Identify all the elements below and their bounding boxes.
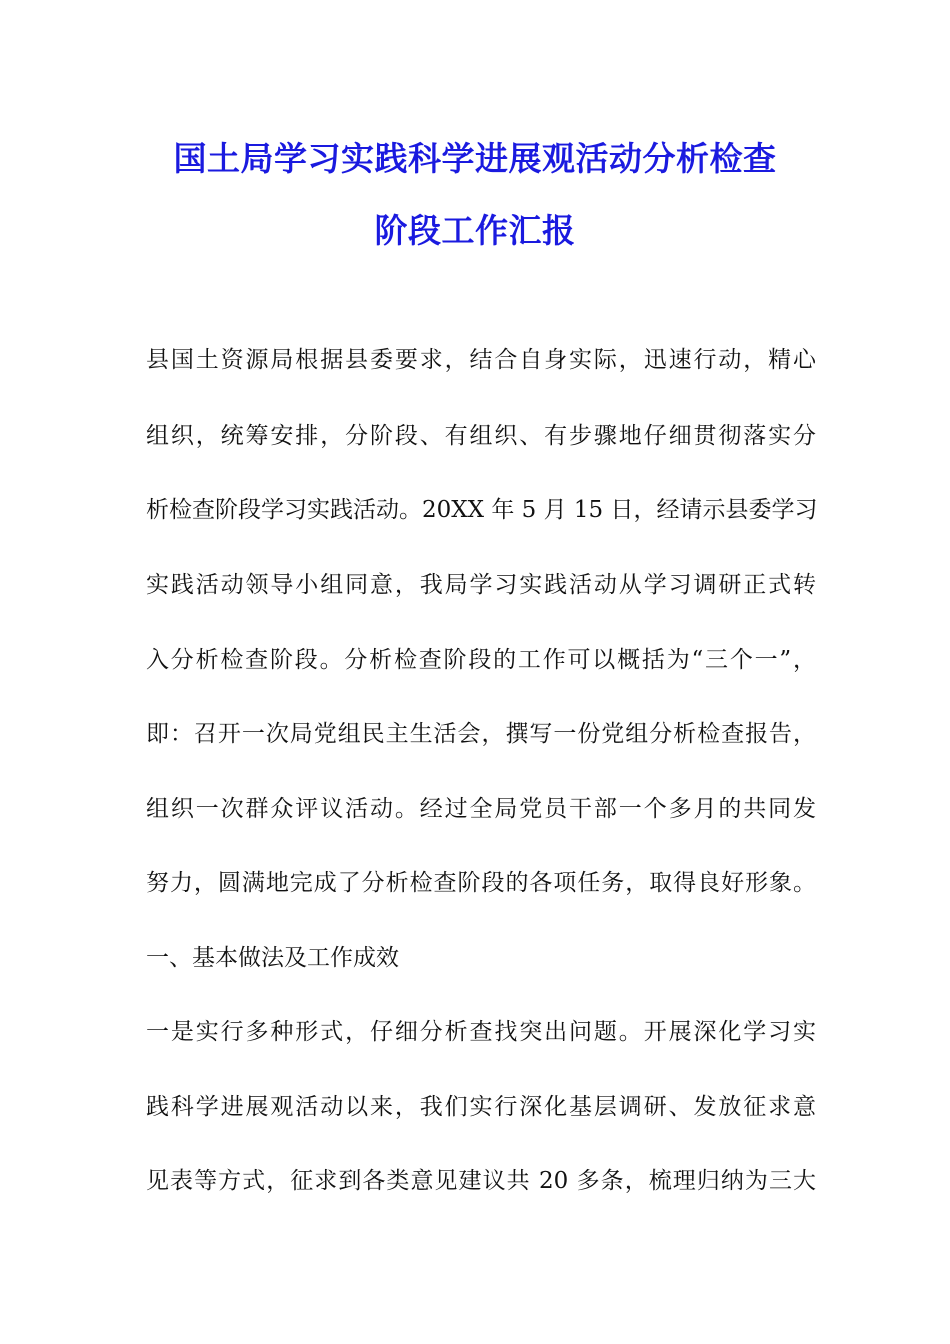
paragraph-1-line-5: 入分析检查阶段。分析检查阶段的工作可以概括为“三个一”， [146,647,816,673]
paragraph-1-line-7: 组织一次群众评议活动。经过全局党员干部一个多月的共同发 [146,796,816,822]
section-1-heading: 一、基本做法及工作成效 [146,945,399,971]
document-title-line-1: 国土局学习实践科学进展观活动分析检查 [173,139,777,178]
paragraph-1-line-6: 即：召开一次局党组民主生活会，撰写一份党组分析检查报告， [146,721,816,747]
paragraph-1-line-3: 析检查阶段学习实践活动。20XX 年 5 月 15 日，经请示县委学习 [146,497,818,523]
paragraph-2-line-1: 一是实行多种形式，仔细分析查找突出问题。开展深化学习实 [146,1019,816,1045]
paragraph-2-line-3: 见表等方式，征求到各类意见建议共 20 多条，梳理归纳为三大 [146,1168,816,1194]
paragraph-1-line-1: 县国土资源局根据县委要求，结合自身实际，迅速行动，精心 [146,347,816,373]
paragraph-1-line-4: 实践活动领导小组同意，我局学习实践活动从学习调研正式转 [146,572,816,598]
paragraph-1-line-2: 组织，统筹安排，分阶段、有组织、有步骤地仔细贯彻落实分 [146,423,816,449]
document-title-line-2: 阶段工作汇报 [374,211,576,250]
paragraph-1-line-8: 努力，圆满地完成了分析检查阶段的各项任务，取得良好形象。 [146,870,816,896]
paragraph-2-line-2: 践科学进展观活动以来，我们实行深化基层调研、发放征求意 [146,1094,816,1120]
